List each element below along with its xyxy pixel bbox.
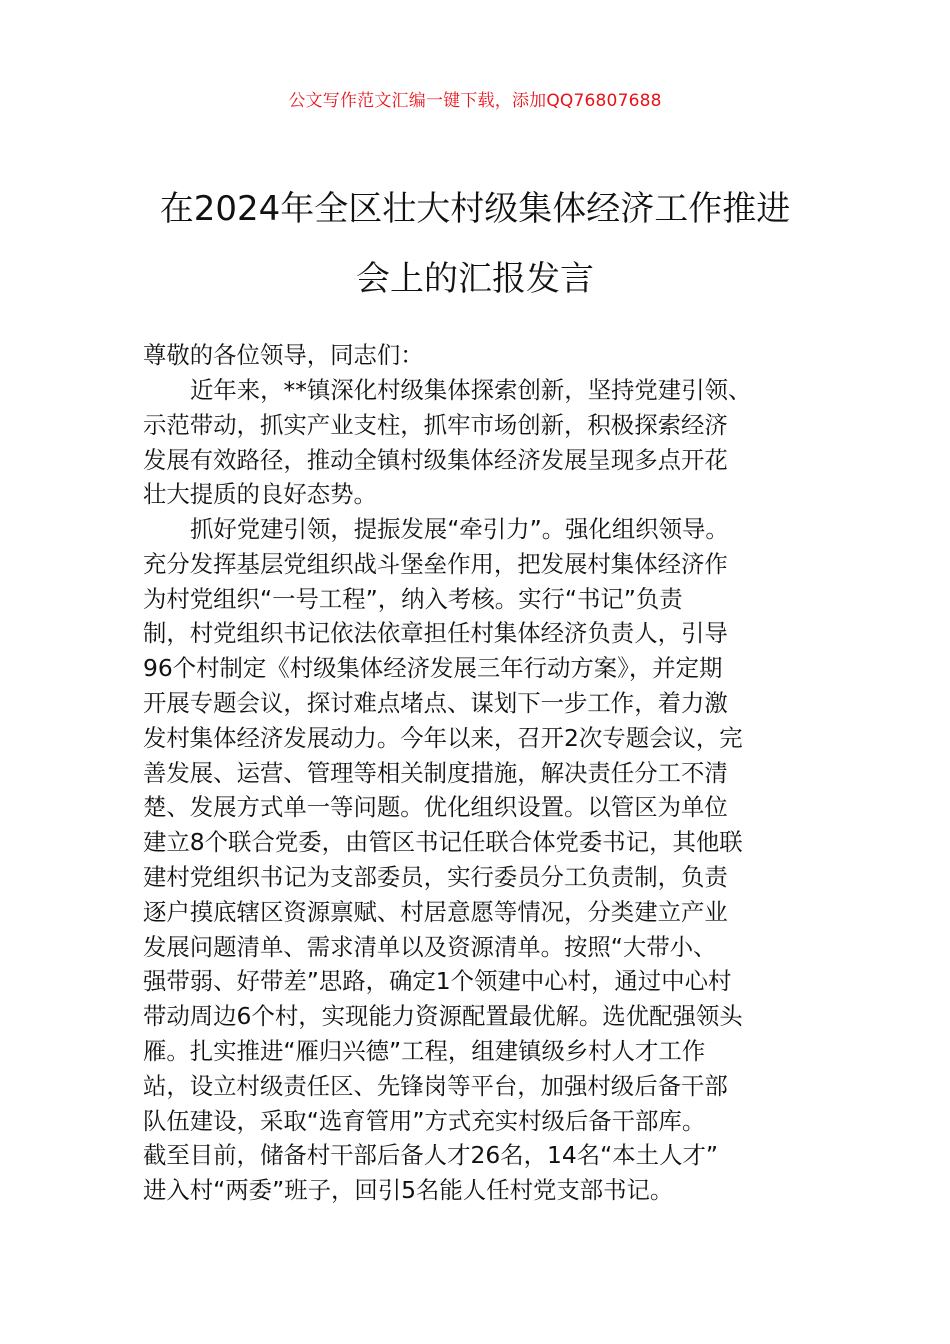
paragraph-line: 近年来，**镇深化村级集体探索创新，坚持党建引领、: [190, 376, 752, 404]
paragraph-2: [143, 512, 823, 1208]
paragraph-line: 截至目前，储备村干部后备人才26名，14名“本土人才”: [143, 1141, 718, 1170]
document-title-line-1: 在2024年全区壮大村级集体经济工作推进: [159, 189, 791, 229]
paragraph-line: 为村党组织“一号工程”，纳入考核。实行“书记”负责: [143, 584, 683, 613]
paragraph-line: 抓好党建引领，提振发展“牵引力”。强化组织领导。: [190, 515, 729, 543]
paragraph-line: 善发展、运营、管理等相关制度措施，解决责任分工不清: [143, 758, 728, 787]
paragraph-line: 雁。扎实推进“雁归兴德”工程，组建镇级乡村人才工作: [143, 1036, 706, 1065]
salutation-text: 尊敬的各位领导，同志们：: [143, 341, 424, 369]
paragraph-line: 建立8个联合党委，由管区书记任联合体党委书记，其他联: [143, 828, 743, 857]
paragraph-line: 壮大提质的良好态势。: [143, 480, 377, 509]
paragraph-line: 96个村制定《村级集体经济发展三年行动方案》，并定期: [143, 654, 723, 683]
paragraph-line: 充分发挥基层党组织战斗堡垒作用，把发展村集体经济作: [143, 549, 728, 578]
paragraph-line: 发展问题清单、需求清单以及资源清单。按照“大带小、: [143, 932, 717, 961]
paragraph-line: 制，村党组织书记依法依章担任村集体经济负责人，引导: [143, 619, 728, 648]
paragraph-line: 开展专题会议，探讨难点堵点、谋划下一步工作，着力激: [143, 688, 728, 717]
paragraph-line: 逐户摸底辖区资源禀赋、村居意愿等情况，分类建立产业: [143, 897, 728, 926]
paragraph-line: 建村党组织书记为支部委员，实行委员分工负责制，负责: [143, 862, 728, 891]
paragraph-line: 站，设立村级责任区、先锋岗等平台，加强村级后备干部: [143, 1071, 728, 1100]
paragraph-line: 示范带动，抓实产业支柱，抓牢市场创新，积极探索经济: [143, 410, 728, 439]
paragraph-line: 发村集体经济发展动力。今年以来，召开2次专题会议，完: [143, 723, 743, 752]
paragraph-line: 进入村“两委”班子，回引5名能人任村党支部书记。: [143, 1176, 674, 1205]
paragraph-line: 队伍建设，采取“选育管用”方式充实村级后备干部库。: [143, 1106, 706, 1135]
paragraph-1: [143, 373, 823, 512]
paragraph-line: 带动周边6个村，实现能力资源配置最优解。选优配强领头: [143, 1002, 743, 1031]
paragraph-line: 强带弱、好带差”思路，确定1个领建中心村，通过中心村: [143, 967, 732, 996]
paragraph-line: 发展有效路径，推动全镇村级集体经济发展呈现多点开花: [143, 445, 728, 474]
salutation: [143, 338, 813, 373]
document-title-line-2: 会上的汇报发言: [356, 259, 594, 299]
download-promo-note: 公文写作范文汇编一键下载，添加QQ76807688: [288, 91, 662, 111]
paragraph-line: 楚、发展方式单一等问题。优化组织设置。以管区为单位: [143, 793, 728, 822]
